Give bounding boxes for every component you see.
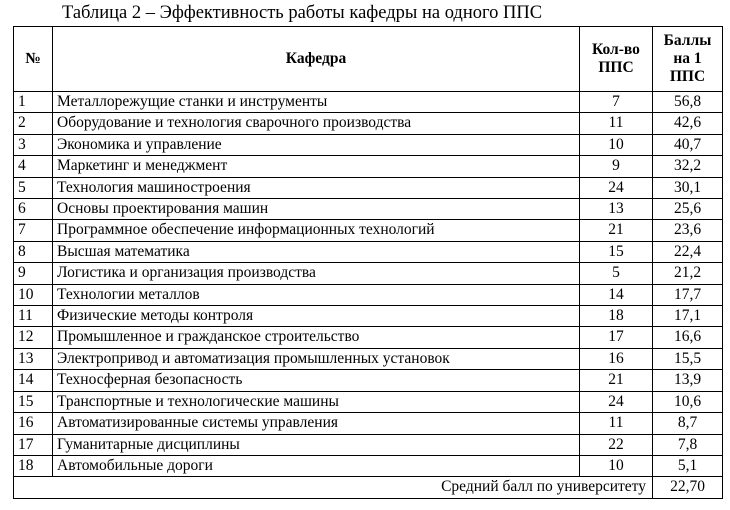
header-score-per-staff — [653, 27, 723, 92]
table-row — [14, 113, 723, 134]
row-score: 21,2 — [653, 263, 723, 284]
table-row — [14, 199, 723, 220]
row-staff-count: 10 — [580, 455, 653, 476]
row-department: Экономика и управление — [53, 134, 580, 155]
row-department: Основы проектирования машин — [53, 199, 580, 220]
row-staff-count: 18 — [580, 306, 653, 327]
row-staff-count: 10 — [580, 134, 653, 155]
row-score: 8,7 — [653, 413, 723, 434]
row-staff-count: 11 — [580, 113, 653, 134]
row-score: 32,2 — [653, 156, 723, 177]
row-department: Техносферная безопасность — [53, 370, 580, 391]
row-num: 3 — [14, 134, 53, 155]
row-num: 5 — [14, 177, 53, 198]
table-row — [14, 348, 723, 369]
row-department: Автоматизированные системы управления — [53, 413, 580, 434]
table-header-row — [14, 27, 723, 92]
header-staff-line1: Кол-во — [592, 41, 640, 58]
row-score: 30,1 — [653, 177, 723, 198]
row-department: Автомобильные дороги — [53, 455, 580, 476]
row-num: 10 — [14, 284, 53, 305]
row-num: 11 — [14, 306, 53, 327]
table-row — [14, 92, 723, 113]
table-row — [14, 327, 723, 348]
row-department: Логистика и организация производства — [53, 263, 580, 284]
row-num: 18 — [14, 455, 53, 476]
row-score: 15,5 — [653, 348, 723, 369]
row-num: 17 — [14, 434, 53, 455]
row-score: 10,6 — [653, 391, 723, 412]
row-department: Технологии металлов — [53, 284, 580, 305]
table-row — [14, 434, 723, 455]
table-row — [14, 413, 723, 434]
table-row — [14, 134, 723, 155]
row-score: 7,8 — [653, 434, 723, 455]
row-department: Физические методы контроля — [53, 306, 580, 327]
table-row — [14, 391, 723, 412]
row-staff-count: 24 — [580, 177, 653, 198]
table-row — [14, 370, 723, 391]
row-score: 23,6 — [653, 220, 723, 241]
row-score: 17,7 — [653, 284, 723, 305]
table-row — [14, 455, 723, 476]
row-department: Высшая математика — [53, 241, 580, 262]
row-num: 13 — [14, 348, 53, 369]
average-score-value: 22,70 — [653, 477, 723, 498]
row-score: 40,7 — [653, 134, 723, 155]
row-num: 6 — [14, 199, 53, 220]
row-staff-count: 21 — [580, 370, 653, 391]
row-num: 1 — [14, 92, 53, 113]
department-efficiency-table — [13, 26, 723, 499]
table-row — [14, 241, 723, 262]
header-score-line3: ППС — [669, 68, 706, 85]
row-score: 13,9 — [653, 370, 723, 391]
row-department: Транспортные и технологические машины — [53, 391, 580, 412]
row-staff-count: 5 — [580, 263, 653, 284]
row-score: 42,6 — [653, 113, 723, 134]
table-row — [14, 284, 723, 305]
table-caption: Таблица 2 – Эффективность работы кафедры на одного ППС — [62, 3, 543, 23]
row-department: Электропривод и автоматизация промышленных установок — [53, 348, 580, 369]
row-department: Технология машиностроения — [53, 177, 580, 198]
row-staff-count: 24 — [580, 391, 653, 412]
table-row — [14, 263, 723, 284]
header-staff-line2: ППС — [598, 59, 634, 76]
row-staff-count: 22 — [580, 434, 653, 455]
header-department: Кафедра — [53, 27, 580, 92]
row-num: 8 — [14, 241, 53, 262]
row-department: Промышленное и гражданское строительство — [53, 327, 580, 348]
row-staff-count: 15 — [580, 241, 653, 262]
row-num: 2 — [14, 113, 53, 134]
row-staff-count: 16 — [580, 348, 653, 369]
row-department: Гуманитарные дисциплины — [53, 434, 580, 455]
header-score-line1: Баллы — [663, 32, 712, 49]
row-department: Программное обеспечение информационных технологий — [53, 220, 580, 241]
row-num: 4 — [14, 156, 53, 177]
row-department: Оборудование и технология сварочного производства — [53, 113, 580, 134]
header-num: № — [14, 27, 53, 92]
row-score: 17,1 — [653, 306, 723, 327]
table-footer-row — [14, 477, 723, 498]
row-score: 5,1 — [653, 455, 723, 476]
row-staff-count: 17 — [580, 327, 653, 348]
row-staff-count: 7 — [580, 92, 653, 113]
row-num: 7 — [14, 220, 53, 241]
row-staff-count: 14 — [580, 284, 653, 305]
table-row — [14, 177, 723, 198]
row-department: Металлорежущие станки и инструменты — [53, 92, 580, 113]
row-department: Маркетинг и менеджмент — [53, 156, 580, 177]
row-score: 56,8 — [653, 92, 723, 113]
table-body — [14, 92, 723, 477]
row-num: 15 — [14, 391, 53, 412]
row-score: 22,4 — [653, 241, 723, 262]
average-score-label: Средний балл по университету — [14, 477, 653, 498]
row-score: 16,6 — [653, 327, 723, 348]
table-row — [14, 306, 723, 327]
header-score-line2: на 1 — [673, 50, 702, 67]
row-num: 12 — [14, 327, 53, 348]
row-staff-count: 9 — [580, 156, 653, 177]
header-staff-count — [580, 27, 653, 92]
table-row — [14, 156, 723, 177]
table-row — [14, 220, 723, 241]
row-staff-count: 11 — [580, 413, 653, 434]
row-score: 25,6 — [653, 199, 723, 220]
row-staff-count: 13 — [580, 199, 653, 220]
row-num: 16 — [14, 413, 53, 434]
row-num: 14 — [14, 370, 53, 391]
row-staff-count: 21 — [580, 220, 653, 241]
row-num: 9 — [14, 263, 53, 284]
